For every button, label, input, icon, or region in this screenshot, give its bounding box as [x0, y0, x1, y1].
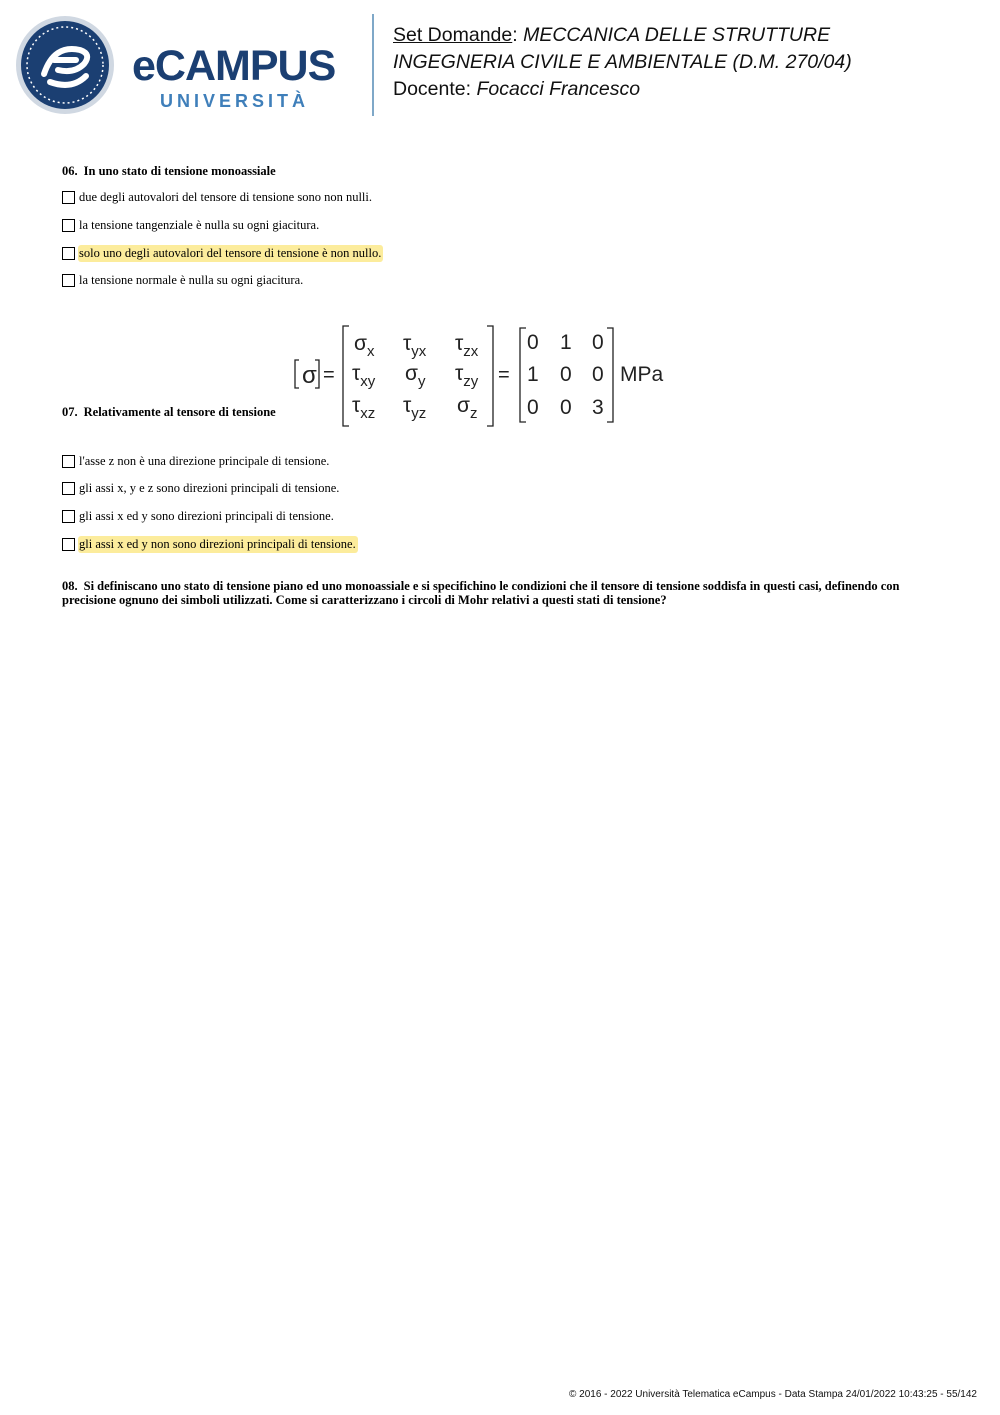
header-info: [393, 22, 852, 103]
checkbox[interactable]: [62, 191, 75, 204]
svg-text:τxy: $\tau_{xy}$: [352, 362, 376, 390]
q06-option-4[interactable]: [62, 271, 305, 289]
value-r1c1: 0: [527, 331, 539, 354]
teacher-name: Focacci Francesco: [476, 78, 641, 100]
question-text: In uno stato di tensione monoassiale: [83, 164, 276, 178]
q06-option-2[interactable]: [62, 216, 321, 234]
checkbox[interactable]: [62, 247, 75, 260]
checkbox[interactable]: [62, 482, 75, 495]
stress-tensor-formula: [290, 320, 680, 432]
logo-sub: UNIVERSITÀ: [160, 91, 310, 111]
option-text: la tensione normale è nulla su ogni giacitura.: [79, 272, 304, 287]
value-r2c1: 1: [527, 363, 539, 386]
question-text: Relativamente al tensore di tensione: [83, 405, 276, 419]
option-text: due degli autovalori del tensore di tensione sono non nulli.: [79, 189, 372, 204]
program-name: INGEGNERIA CIVILE E AMBIENTALE (D.M. 270/04): [393, 51, 852, 73]
header-line-2: [393, 49, 852, 76]
question-number: 06.: [62, 164, 78, 178]
header-divider: [372, 14, 374, 116]
option-text-highlighted: solo uno degli autovalori del tensore di tensione è non nullo.: [79, 245, 382, 260]
logo-disc: [21, 21, 109, 109]
question-07-title: [62, 405, 276, 420]
svg-text:σx: $\sigma_x$: [354, 332, 375, 360]
option-text: gli assi x ed y sono direzioni principali di tensione.: [79, 508, 334, 523]
value-r1c2: 1: [560, 331, 572, 354]
q07-option-4[interactable]: [62, 535, 358, 553]
svg-text:σy: $\sigma_y$: [405, 362, 426, 390]
value-r2c3: 0: [592, 363, 604, 386]
svg-text:σz: $\sigma_z$: [457, 394, 478, 422]
page-footer: © 2016 - 2022 Università Telematica eCampus - Data Stampa 24/01/2022 10:43:25 - 55/142: [569, 1389, 977, 1400]
svg-text:=: =: [498, 364, 510, 386]
unit: MPa: [620, 363, 664, 386]
q06-option-1[interactable]: [62, 188, 374, 206]
question-number: 07.: [62, 405, 78, 419]
question-text: Si definiscano uno stato di tensione piano ed uno monoassiale e si specifichino le condizioni che il tensore di tensione soddisfa in questi casi, definendo con precisione ognuno dei simboli utilizzati. Come si caratterizzano i circoli di Mohr relativi a questi stati di tensione?: [62, 579, 900, 607]
lhs-symbol: σ: [302, 362, 317, 389]
question-number: 08.: [62, 579, 78, 593]
header-line-1: Set Domande: MECCANICA DELLE STRUTTURE: [393, 24, 831, 46]
option-text: l'asse z non è una direzione principale di tensione.: [79, 453, 330, 468]
option-text: gli assi x, y e z sono direzioni principali di tensione.: [79, 480, 340, 495]
teacher-label: Docente: [393, 78, 466, 100]
svg-text:τyx: $\tau_{yx}$: [403, 332, 427, 360]
option-text: la tensione tangenziale è nulla su ogni giacitura.: [79, 217, 320, 232]
question-08: [62, 579, 932, 607]
svg-text:=: =: [323, 364, 335, 386]
checkbox[interactable]: [62, 455, 75, 468]
ecampus-logo: [14, 14, 359, 116]
value-r1c3: 0: [592, 331, 604, 354]
svg-text:τxz: $\tau_{xz}$: [352, 394, 376, 422]
checkbox[interactable]: [62, 538, 75, 551]
checkbox[interactable]: [62, 274, 75, 287]
q06-option-3[interactable]: [62, 244, 383, 262]
value-r3c3: 3: [592, 396, 604, 419]
q07-option-1[interactable]: [62, 452, 331, 470]
value-r3c1: 0: [527, 396, 539, 419]
course-name: MECCANICA DELLE STRUTTURE: [523, 24, 831, 46]
value-r2c2: 0: [560, 363, 572, 386]
question-06-title: [62, 164, 276, 179]
svg-text:τzy: $\tau_{zy}$: [455, 362, 479, 390]
left-bracket: [343, 326, 349, 426]
header-line-3: Docente: Focacci Francesco: [393, 78, 641, 100]
option-text-highlighted: gli assi x ed y non sono direzioni principali di tensione.: [79, 536, 356, 551]
set-label: Set Domande: [393, 24, 513, 46]
svg-text:τyz: $\tau_{yz}$: [403, 394, 427, 422]
right-bracket: [487, 326, 493, 426]
checkbox[interactable]: [62, 219, 75, 232]
q07-option-3[interactable]: [62, 507, 336, 525]
value-r3c2: 0: [560, 396, 572, 419]
logo-brand: eCAMPUS: [132, 42, 336, 90]
q07-option-2[interactable]: [62, 479, 341, 497]
svg-text:τzx: $\tau_{zx}$: [455, 332, 479, 360]
checkbox[interactable]: [62, 510, 75, 523]
